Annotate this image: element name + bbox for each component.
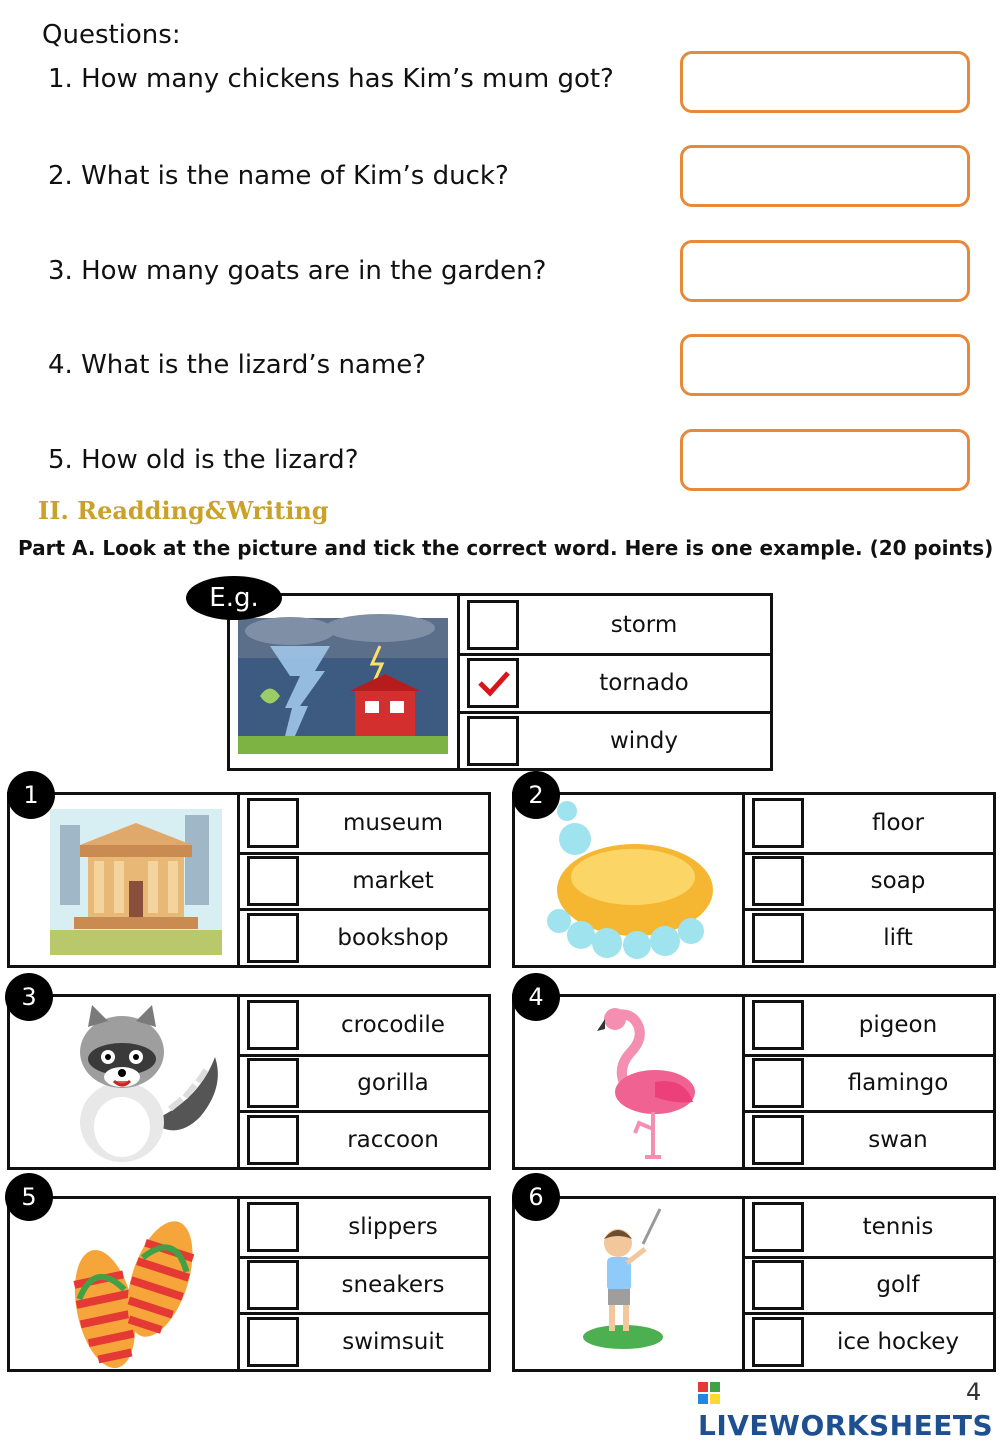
option-swimsuit[interactable] <box>240 1312 488 1369</box>
tick-box[interactable] <box>247 856 299 906</box>
question-number-badge: 3 <box>5 973 53 1021</box>
example-tick-box-2[interactable] <box>467 658 519 708</box>
option-floor[interactable] <box>745 795 993 852</box>
example-tick-box-3[interactable] <box>467 716 519 766</box>
question-card-6 <box>512 1196 996 1372</box>
example-badge: E.g. <box>186 576 282 620</box>
tick-box[interactable] <box>752 1202 804 1252</box>
tick-box[interactable] <box>247 1317 299 1367</box>
answer-box-2[interactable] <box>680 145 970 207</box>
logo-text: LIVEWORKSHEETS <box>698 1409 994 1442</box>
option-bookshop[interactable] <box>240 908 488 965</box>
option-label: floor <box>871 810 925 837</box>
example-option-tornado[interactable] <box>460 653 770 710</box>
question-number-badge: 2 <box>512 771 560 819</box>
option-gorilla[interactable] <box>240 1054 488 1111</box>
option-raccoon[interactable] <box>240 1110 488 1167</box>
option-sneakers[interactable] <box>240 1256 488 1313</box>
question-card-5 <box>7 1196 491 1372</box>
option-label: windy <box>610 727 678 754</box>
question-card-2 <box>512 792 996 968</box>
option-label: lift <box>883 925 913 952</box>
question-4: 4. What is the lizard’s name? <box>48 350 426 380</box>
question-number-badge: 1 <box>7 771 55 819</box>
question-number-badge: 4 <box>512 973 560 1021</box>
flamingo-picture <box>515 997 745 1167</box>
option-crocodile[interactable] <box>240 997 488 1054</box>
answer-box-3[interactable] <box>680 240 970 302</box>
tick-box[interactable] <box>752 1115 804 1165</box>
option-label: bookshop <box>337 925 449 952</box>
option-label: tennis <box>862 1214 934 1241</box>
option-label: market <box>352 868 434 895</box>
tick-box[interactable] <box>752 856 804 906</box>
option-market[interactable] <box>240 852 488 909</box>
option-label: swimsuit <box>342 1329 444 1356</box>
part-a-instructions: Part A. Look at the picture and tick the correct word. Here is one example. (20 points) <box>18 536 994 560</box>
option-label: storm <box>610 611 678 638</box>
option-label: crocodile <box>341 1012 445 1039</box>
question-number-badge: 6 <box>512 1173 560 1221</box>
option-swan[interactable] <box>745 1110 993 1167</box>
question-number-badge: 5 <box>5 1173 53 1221</box>
option-slippers[interactable] <box>240 1199 488 1256</box>
question-card-3 <box>7 994 491 1170</box>
option-label: flamingo <box>847 1070 949 1097</box>
option-label: raccoon <box>347 1127 439 1154</box>
tick-box[interactable] <box>752 798 804 848</box>
example-option-storm[interactable] <box>460 596 770 653</box>
option-pigeon[interactable] <box>745 997 993 1054</box>
option-label: museum <box>342 810 444 837</box>
tick-box[interactable] <box>247 1000 299 1050</box>
museum-picture <box>10 795 240 965</box>
golfer-picture <box>515 1199 745 1369</box>
option-flamingo[interactable] <box>745 1054 993 1111</box>
liveworksheets-logo[interactable] <box>698 1376 1000 1442</box>
answer-box-4[interactable] <box>680 334 970 396</box>
tick-box[interactable] <box>247 798 299 848</box>
option-label: tornado <box>599 670 689 697</box>
answer-box-5[interactable] <box>680 429 970 491</box>
check-mark-icon <box>470 661 516 705</box>
option-label: soap <box>870 868 926 895</box>
tick-box[interactable] <box>247 913 299 963</box>
option-museum[interactable] <box>240 795 488 852</box>
tick-box[interactable] <box>247 1058 299 1108</box>
tick-box[interactable] <box>247 1260 299 1310</box>
question-3: 3. How many goats are in the garden? <box>48 256 547 286</box>
tick-box[interactable] <box>247 1115 299 1165</box>
page-number: 4 <box>966 1378 982 1406</box>
tick-box[interactable] <box>752 1260 804 1310</box>
option-label: golf <box>876 1272 920 1299</box>
option-lift[interactable] <box>745 908 993 965</box>
option-soap[interactable] <box>745 852 993 909</box>
example-tick-box-1[interactable] <box>467 600 519 650</box>
option-golf[interactable] <box>745 1256 993 1313</box>
tornado-picture <box>230 596 460 768</box>
slippers-picture <box>10 1199 240 1369</box>
section-title: II. Readding&Writing <box>38 496 329 525</box>
liveworksheets-logo-icon <box>698 1382 720 1404</box>
tick-box[interactable] <box>752 913 804 963</box>
option-tennis[interactable] <box>745 1199 993 1256</box>
tick-box[interactable] <box>247 1202 299 1252</box>
option-label: pigeon <box>858 1012 938 1039</box>
question-card-1 <box>7 792 491 968</box>
option-label: sneakers <box>341 1272 445 1299</box>
option-ice-hockey[interactable] <box>745 1312 993 1369</box>
question-5: 5. How old is the lizard? <box>48 445 359 475</box>
raccoon-picture <box>10 997 240 1167</box>
example-card <box>227 593 773 771</box>
option-label: gorilla <box>357 1070 429 1097</box>
tick-box[interactable] <box>752 1317 804 1367</box>
tick-box[interactable] <box>752 1000 804 1050</box>
question-2: 2. What is the name of Kim’s duck? <box>48 161 509 191</box>
question-card-4 <box>512 994 996 1170</box>
tick-box[interactable] <box>752 1058 804 1108</box>
answer-box-1[interactable] <box>680 51 970 113</box>
example-option-windy[interactable] <box>460 711 770 768</box>
questions-heading: Questions: <box>42 20 181 50</box>
option-label: slippers <box>348 1214 438 1241</box>
option-label: swan <box>868 1127 928 1154</box>
option-label: ice hockey <box>836 1329 960 1356</box>
question-1: 1. How many chickens has Kim’s mum got? <box>48 64 614 94</box>
soap-picture <box>515 795 745 965</box>
